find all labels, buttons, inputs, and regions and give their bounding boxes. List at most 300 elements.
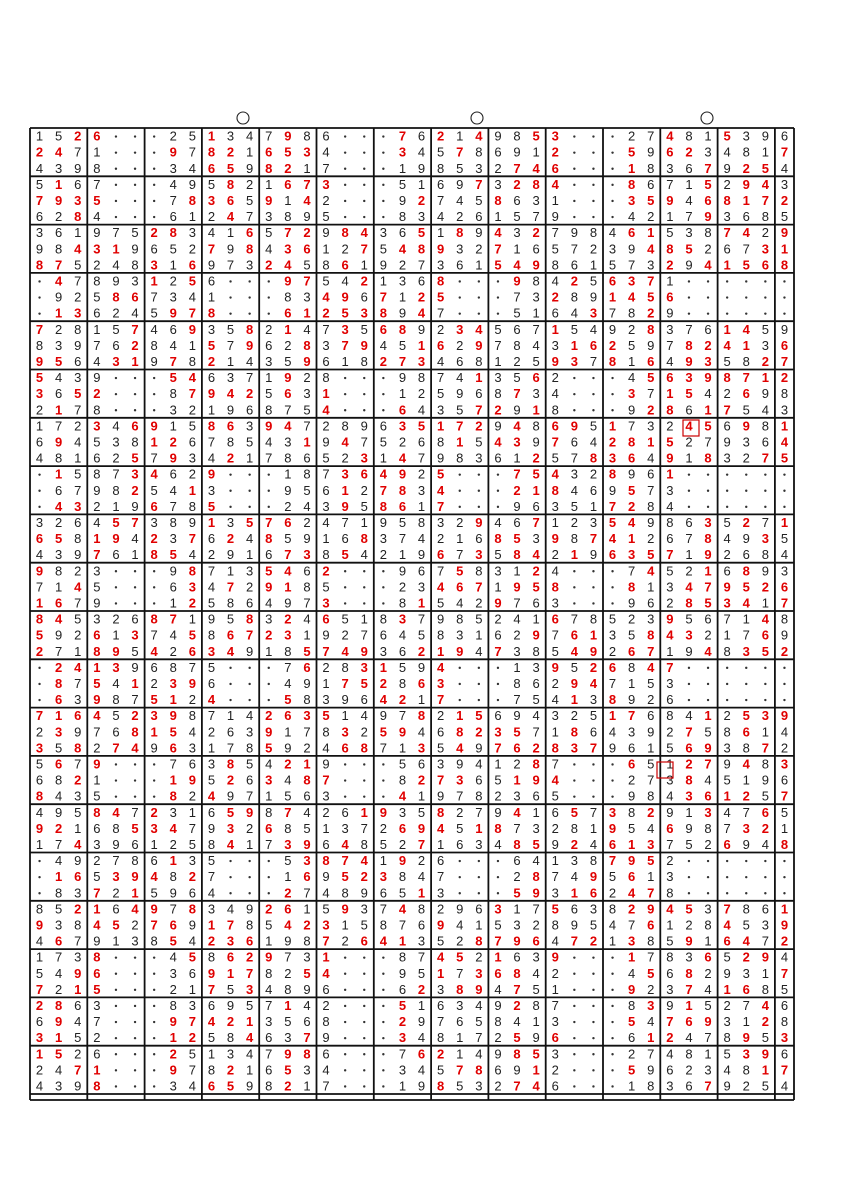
cell-digit: 2 <box>551 547 559 563</box>
empty-cell-dot <box>611 956 613 958</box>
empty-cell-dot <box>707 473 709 475</box>
empty-cell-dot <box>115 135 117 137</box>
cell-digit: 5 <box>265 917 273 933</box>
cell-digit: 1 <box>341 708 349 724</box>
cell-digit: 1 <box>761 724 769 740</box>
cell-digit: 6 <box>207 160 216 176</box>
cell-digit: 7 <box>647 482 655 498</box>
cell-digit: 7 <box>322 643 330 659</box>
cell-digit: 3 <box>55 1078 63 1094</box>
cell-digit: 7 <box>360 627 368 643</box>
cell-digit: 2 <box>55 321 63 337</box>
cell-digit: 7 <box>265 1046 273 1062</box>
cell-digit: 2 <box>647 305 655 321</box>
cell-digit: 5 <box>456 402 464 418</box>
cell-digit: 9 <box>265 949 273 965</box>
cell-digit: 6 <box>398 643 407 659</box>
cell-digit: 3 <box>761 708 769 724</box>
cell-digit: 9 <box>551 353 559 369</box>
cell-digit: 8 <box>589 225 598 241</box>
empty-cell-dot <box>726 683 728 685</box>
cell-digit: 8 <box>589 853 598 869</box>
cell-digit: 3 <box>666 482 674 498</box>
cell-digit: 6 <box>685 1014 693 1030</box>
cell-digit: 9 <box>551 836 559 852</box>
empty-cell-dot <box>115 200 117 202</box>
cell-digit: 6 <box>169 740 177 756</box>
empty-cell-dot <box>344 956 346 958</box>
cell-digit: 2 <box>35 997 44 1013</box>
cell-digit: 8 <box>265 160 273 176</box>
cell-digit: 3 <box>341 321 349 337</box>
cell-digit: 7 <box>437 192 445 208</box>
cell-digit: 4 <box>226 643 235 659</box>
cell-digit: 4 <box>589 675 598 691</box>
cell-digit: 7 <box>494 740 502 756</box>
cell-digit: 5 <box>169 933 177 949</box>
empty-cell-dot <box>573 989 575 991</box>
cell-digit: 5 <box>188 418 196 434</box>
cell-digit: 7 <box>551 225 559 241</box>
cell-digit: 9 <box>570 675 578 691</box>
cell-digit: 6 <box>532 498 540 514</box>
empty-cell-dot <box>115 1053 117 1055</box>
empty-cell-dot <box>134 151 136 153</box>
empty-cell-dot <box>688 699 690 701</box>
cell-digit: 1 <box>322 820 330 836</box>
cell-digit: 8 <box>647 160 655 176</box>
cell-digit: 4 <box>93 514 101 530</box>
cell-digit: 4 <box>704 257 712 273</box>
cell-digit: 5 <box>55 353 63 369</box>
empty-cell-dot <box>497 892 499 894</box>
cell-digit: 3 <box>74 949 82 965</box>
empty-cell-dot <box>707 892 709 894</box>
cell-digit: 4 <box>513 1014 521 1030</box>
cell-digit: 1 <box>55 305 63 321</box>
empty-cell-dot <box>134 1053 136 1055</box>
empty-cell-dot <box>611 151 613 153</box>
cell-digit: 4 <box>55 370 63 386</box>
cell-digit: 6 <box>226 627 235 643</box>
cell-digit: 9 <box>74 853 82 869</box>
cell-digit: 3 <box>112 659 120 675</box>
cell-digit: 7 <box>74 756 82 772</box>
cell-digit: 1 <box>685 450 693 466</box>
cell-digit: 7 <box>761 192 769 208</box>
cell-digit: 1 <box>437 418 445 434</box>
empty-cell-dot <box>745 506 747 508</box>
cell-digit: 4 <box>685 418 693 434</box>
cell-digit: 8 <box>398 772 407 788</box>
empty-cell-dot <box>153 973 155 975</box>
empty-cell-dot <box>764 296 766 298</box>
cell-digit: 5 <box>456 820 464 836</box>
cell-digit: 1 <box>666 386 674 402</box>
cell-digit: 2 <box>150 531 158 547</box>
empty-cell-dot <box>153 956 155 958</box>
cell-digit: 6 <box>761 627 769 643</box>
cell-digit: 6 <box>284 386 292 402</box>
cell-digit: 8 <box>303 466 311 482</box>
cell-digit: 7 <box>723 901 731 917</box>
cell-digit: 6 <box>284 708 292 724</box>
cell-digit: 5 <box>246 192 254 208</box>
cell-digit: 4 <box>207 1014 216 1030</box>
cell-digit: 9 <box>284 933 292 949</box>
cell-digit: 9 <box>303 531 311 547</box>
cell-digit: 9 <box>513 933 521 949</box>
cell-digit: 4 <box>150 466 158 482</box>
cell-digit: 9 <box>398 853 407 869</box>
empty-cell-dot <box>573 795 575 797</box>
cell-digit: 3 <box>417 933 426 949</box>
cell-digit: 6 <box>35 1014 44 1030</box>
cell-digit: 5 <box>437 595 445 611</box>
cell-digit: 9 <box>513 402 521 418</box>
cell-digit: 2 <box>437 901 445 917</box>
cell-digit: 2 <box>685 756 693 772</box>
cell-digit: 3 <box>704 514 712 530</box>
cell-digit: 8 <box>207 418 216 434</box>
cell-digit: 7 <box>188 305 196 321</box>
cell-digit: 5 <box>303 643 311 659</box>
empty-cell-dot <box>382 168 384 170</box>
empty-cell-dot <box>115 570 117 572</box>
cell-digit: 4 <box>417 1062 426 1078</box>
cell-digit: 8 <box>360 740 368 756</box>
cell-digit: 8 <box>188 708 196 724</box>
empty-cell-dot <box>153 135 155 137</box>
cell-digit: 4 <box>417 305 426 321</box>
cell-digit: 4 <box>647 450 655 466</box>
cell-digit: 6 <box>150 241 158 257</box>
cell-digit: 8 <box>169 788 177 804</box>
cell-digit: 7 <box>93 547 101 563</box>
empty-cell-dot <box>153 393 155 395</box>
empty-cell-dot <box>459 490 461 492</box>
cell-digit: 3 <box>341 820 349 836</box>
cell-digit: 4 <box>551 273 559 289</box>
cell-digit: 3 <box>398 418 407 434</box>
cell-digit: 9 <box>628 981 636 997</box>
cell-digit: 5 <box>74 466 82 482</box>
cell-digit: 1 <box>704 128 712 144</box>
cell-digit: 3 <box>398 1062 407 1078</box>
cell-digit: 6 <box>570 901 578 917</box>
cell-digit: 9 <box>150 418 158 434</box>
cell-digit: 1 <box>226 563 235 579</box>
cell-digit: 4 <box>55 273 63 289</box>
cell-digit: 1 <box>742 337 750 353</box>
cell-digit: 3 <box>666 579 674 595</box>
empty-cell-dot <box>764 506 766 508</box>
cell-digit: 6 <box>494 144 502 160</box>
empty-cell-dot <box>573 409 575 411</box>
empty-cell-dot <box>688 280 690 282</box>
cell-digit: 2 <box>303 514 311 530</box>
cell-digit: 5 <box>284 692 292 708</box>
empty-cell-dot <box>592 151 594 153</box>
cell-digit: 2 <box>341 933 349 949</box>
cell-digit: 7 <box>303 418 311 434</box>
cell-digit: 1 <box>284 724 292 740</box>
cell-digit: 1 <box>55 1030 63 1046</box>
cell-digit: 8 <box>303 933 311 949</box>
cell-digit: 1 <box>608 418 617 434</box>
cell-digit: 6 <box>93 128 101 144</box>
cell-digit: 4 <box>265 981 273 997</box>
cell-digit: 3 <box>188 853 196 869</box>
cell-digit: 1 <box>551 981 559 997</box>
cell-digit: 5 <box>456 949 464 965</box>
empty-cell-dot <box>382 1069 384 1071</box>
cell-digit: 1 <box>226 225 235 241</box>
cell-digit: 6 <box>322 128 330 144</box>
empty-cell-dot <box>382 1021 384 1023</box>
cell-digit: 5 <box>398 885 407 901</box>
cell-digit: 6 <box>322 482 330 498</box>
cell-digit: 1 <box>379 853 387 869</box>
cell-digit: 1 <box>284 869 292 885</box>
cell-digit: 6 <box>437 176 445 192</box>
cell-digit: 2 <box>608 643 617 659</box>
empty-cell-dot <box>707 699 709 701</box>
cell-digit: 4 <box>437 353 445 369</box>
cell-digit: 4 <box>532 160 540 176</box>
empty-cell-dot <box>134 1005 136 1007</box>
cell-digit: 6 <box>379 627 387 643</box>
cell-digit: 7 <box>437 869 445 885</box>
cell-digit: 3 <box>226 933 235 949</box>
cell-digit: 3 <box>379 869 387 885</box>
cell-digit: 5 <box>647 853 655 869</box>
cell-digit: 7 <box>437 370 445 386</box>
cell-digit: 9 <box>55 192 63 208</box>
cell-digit: 3 <box>704 804 712 820</box>
empty-cell-dot <box>153 168 155 170</box>
cell-digit: 3 <box>647 418 655 434</box>
cell-digit: 5 <box>761 160 769 176</box>
cell-digit: 4 <box>360 853 368 869</box>
cell-digit: 7 <box>226 337 235 353</box>
cell-digit: 7 <box>207 241 216 257</box>
empty-cell-dot <box>268 473 270 475</box>
empty-cell-dot <box>783 699 785 701</box>
empty-cell-dot <box>363 135 365 137</box>
cell-digit: 2 <box>437 128 445 144</box>
cell-digit: 2 <box>589 241 598 257</box>
cell-digit: 1 <box>608 933 617 949</box>
empty-cell-dot <box>478 683 480 685</box>
cell-digit: 5 <box>341 547 349 563</box>
cell-digit: 7 <box>551 434 559 450</box>
empty-cell-dot <box>363 956 365 958</box>
cell-digit: 2 <box>322 804 330 820</box>
cell-digit: 6 <box>742 724 750 740</box>
cell-digit: 1 <box>589 627 598 643</box>
cell-digit: 7 <box>74 675 82 691</box>
cell-digit: 3 <box>341 466 349 482</box>
empty-cell-dot <box>134 184 136 186</box>
cell-digit: 3 <box>628 192 636 208</box>
cell-digit: 4 <box>685 1030 693 1046</box>
cell-digit: 3 <box>150 514 158 530</box>
cell-digit: 1 <box>303 160 311 176</box>
cell-digit: 6 <box>188 965 196 981</box>
cell-digit: 5 <box>513 724 521 740</box>
empty-cell-dot <box>134 1069 136 1071</box>
cell-digit: 9 <box>704 370 712 386</box>
cell-digit: 9 <box>360 885 368 901</box>
cell-digit: 8 <box>246 740 254 756</box>
cell-digit: 4 <box>666 901 674 917</box>
cell-digit: 6 <box>761 901 769 917</box>
cell-digit: 2 <box>513 997 521 1013</box>
cell-digit: 6 <box>551 160 559 176</box>
cell-digit: 2 <box>226 1062 235 1078</box>
cell-digit: 7 <box>704 160 712 176</box>
cell-digit: 8 <box>494 192 502 208</box>
cell-digit: 6 <box>608 273 617 289</box>
cell-digit: 3 <box>589 692 598 708</box>
cell-digit: 2 <box>188 692 196 708</box>
cell-digit: 5 <box>475 434 483 450</box>
cell-digit: 1 <box>513 241 521 257</box>
cell-digit: 7 <box>226 257 235 273</box>
empty-cell-dot <box>268 699 270 701</box>
empty-cell-dot <box>688 876 690 878</box>
cell-digit: 5 <box>265 386 273 402</box>
empty-cell-dot <box>745 683 747 685</box>
empty-cell-dot <box>611 409 613 411</box>
cell-digit: 5 <box>226 160 235 176</box>
cell-digit: 6 <box>666 965 674 981</box>
cell-digit: 4 <box>379 933 387 949</box>
cell-digit: 5 <box>551 788 559 804</box>
cell-digit: 5 <box>93 192 101 208</box>
empty-cell-dot <box>153 184 155 186</box>
cell-digit: 6 <box>379 321 387 337</box>
cell-digit: 9 <box>704 1014 712 1030</box>
cell-digit: 8 <box>303 579 311 595</box>
empty-cell-dot <box>783 683 785 685</box>
cell-digit: 5 <box>723 128 731 144</box>
cell-digit: 9 <box>207 820 216 836</box>
empty-cell-dot <box>611 586 613 588</box>
cell-digit: 9 <box>93 756 101 772</box>
cell-digit: 5 <box>666 933 674 949</box>
cell-digit: 1 <box>303 1078 311 1094</box>
cell-digit: 2 <box>761 353 769 369</box>
cell-digit: 1 <box>456 434 464 450</box>
cell-digit: 4 <box>475 756 483 772</box>
cell-digit: 5 <box>513 885 521 901</box>
cell-digit: 2 <box>742 1078 750 1094</box>
cell-digit: 9 <box>188 772 196 788</box>
cell-digit: 7 <box>685 209 693 225</box>
cell-digit: 4 <box>570 305 578 321</box>
cell-digit: 9 <box>341 692 349 708</box>
cell-digit: 2 <box>207 353 216 369</box>
cell-digit: 8 <box>35 257 44 273</box>
cell-digit: 3 <box>35 1030 44 1046</box>
cell-digit: 4 <box>55 788 63 804</box>
cell-digit: 5 <box>398 337 407 353</box>
cell-digit: 9 <box>647 1062 655 1078</box>
empty-cell-dot <box>153 409 155 411</box>
cell-digit: 3 <box>360 305 368 321</box>
empty-cell-dot <box>745 699 747 701</box>
cell-digit: 9 <box>74 160 82 176</box>
cell-digit: 1 <box>761 144 769 160</box>
cell-digit: 4 <box>265 756 273 772</box>
empty-cell-dot <box>134 1037 136 1039</box>
empty-cell-dot <box>382 570 384 572</box>
cell-digit: 2 <box>628 772 636 788</box>
empty-cell-dot <box>115 1069 117 1071</box>
cell-digit: 1 <box>303 901 311 917</box>
cell-digit: 8 <box>494 531 502 547</box>
cell-digit: 2 <box>284 611 292 627</box>
cell-digit: 6 <box>608 836 617 852</box>
cell-digit: 6 <box>704 949 712 965</box>
cell-digit: 6 <box>55 225 63 241</box>
empty-cell-dot <box>611 763 613 765</box>
empty-cell-dot <box>688 892 690 894</box>
cell-digit: 9 <box>207 611 216 627</box>
cell-digit: 7 <box>704 434 712 450</box>
cell-digit: 5 <box>570 659 578 675</box>
cell-digit: 7 <box>55 949 63 965</box>
cell-digit: 7 <box>437 305 445 321</box>
empty-cell-dot <box>134 409 136 411</box>
cell-digit: 8 <box>93 466 101 482</box>
cell-digit: 4 <box>226 901 235 917</box>
cell-digit: 4 <box>303 498 311 514</box>
cell-digit: 4 <box>666 353 674 369</box>
cell-digit: 9 <box>417 820 426 836</box>
cell-digit: 2 <box>55 981 63 997</box>
cell-digit: 6 <box>417 1046 426 1062</box>
cell-digit: 4 <box>456 917 464 933</box>
cell-digit: 5 <box>398 514 407 530</box>
cell-digit: 2 <box>188 1030 196 1046</box>
cell-digit: 2 <box>341 241 349 257</box>
empty-cell-dot <box>382 779 384 781</box>
cell-digit: 8 <box>437 273 445 289</box>
cell-digit: 6 <box>723 563 731 579</box>
cell-digit: 4 <box>723 804 731 820</box>
cell-digit: 9 <box>685 643 693 659</box>
cell-digit: 2 <box>379 547 387 563</box>
cell-digit: 3 <box>417 353 426 369</box>
cell-digit: 7 <box>207 981 216 997</box>
empty-cell-dot <box>115 1005 117 1007</box>
cell-digit: 7 <box>742 241 750 257</box>
cell-digit: 1 <box>666 466 674 482</box>
cell-digit: 2 <box>647 981 655 997</box>
empty-cell-dot <box>115 602 117 604</box>
cell-digit: 4 <box>494 981 502 997</box>
empty-cell-dot <box>134 216 136 218</box>
cell-digit: 1 <box>207 402 216 418</box>
cell-digit: 4 <box>284 675 292 691</box>
cell-digit: 2 <box>74 289 82 305</box>
cell-digit: 7 <box>265 997 273 1013</box>
cell-digit: 6 <box>150 659 158 675</box>
cell-digit: 5 <box>74 257 82 273</box>
